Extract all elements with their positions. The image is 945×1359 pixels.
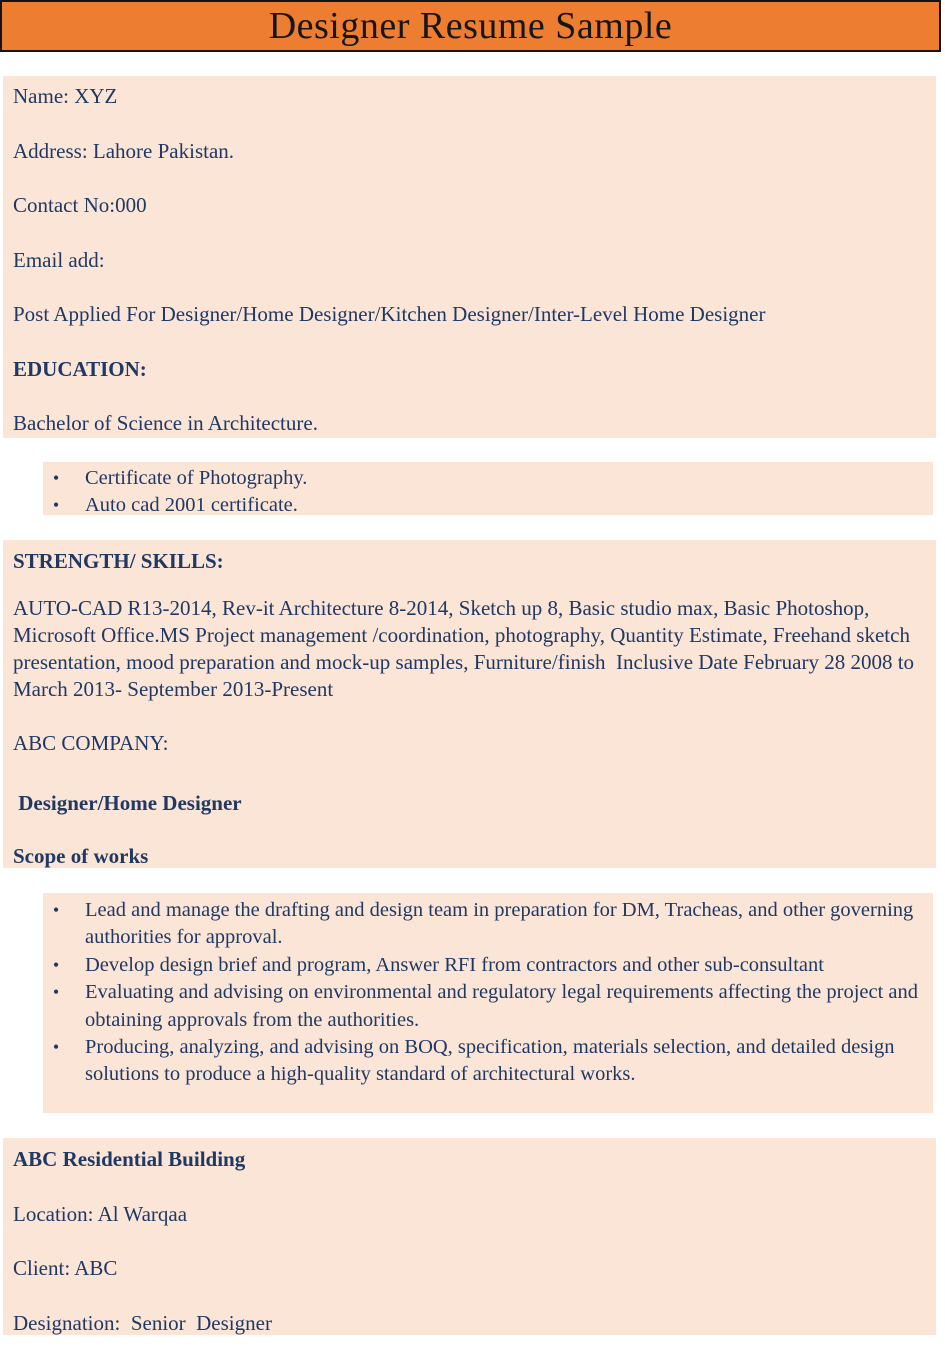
- company-line: ABC COMPANY:: [13, 731, 169, 755]
- scope-item: • Lead and manage the drafting and design team in preparation for DM, Tracheas, and other governing authorities for approval.: [43, 897, 933, 952]
- role-line: Designer/Home Designer: [13, 791, 242, 815]
- project-client-line: Client: ABC: [13, 1256, 118, 1280]
- skills-block: [3, 540, 936, 868]
- education-degree-line: Bachelor of Science in Architecture.: [13, 411, 318, 435]
- scope-item: • Develop design brief and program, Answer RFI from contractors and other sub-consultant: [43, 952, 933, 979]
- email-line: Email add:: [13, 247, 105, 272]
- scope-of-works-list: [43, 897, 933, 1089]
- skills-heading: STRENGTH/ SKILLS:: [13, 549, 224, 573]
- project-name: ABC Residential Building: [13, 1147, 246, 1171]
- contact-info-block: [3, 76, 936, 438]
- project-designation-line: Designation: Senior Designer: [13, 1310, 272, 1335]
- certification-item: • Certificate of Photography.: [43, 465, 933, 492]
- name-line: Name: XYZ: [13, 84, 118, 108]
- certification-item: • Auto cad 2001 certificate.: [43, 492, 933, 519]
- contact-number-line: Contact No:000: [13, 193, 147, 217]
- page-title: Designer Resume Sample: [268, 5, 673, 47]
- project-location-line: Location: Al Warqaa: [13, 1201, 188, 1226]
- education-heading: EDUCATION:: [13, 356, 147, 381]
- certifications-block: [43, 462, 933, 515]
- post-applied-line: Post Applied For Designer/Home Designer/Kitchen Designer/Inter-Level Home Designer: [13, 302, 766, 326]
- scope-item: • Evaluating and advising on environmental and regulatory legal requirements affecting the project and obtaining approvals from the authorities.: [43, 979, 933, 1034]
- scope-item: • Producing, analyzing, and advising on BOQ, specification, materials selection, and detailed design solutions to produce a high-quality standard of architectural works.: [43, 1034, 933, 1089]
- scope-of-works-block: [43, 893, 933, 1113]
- scope-heading: Scope of works: [13, 844, 149, 868]
- title-banner: [0, 0, 941, 52]
- project-block: [3, 1138, 936, 1335]
- address-line: Address: Lahore Pakistan.: [13, 138, 235, 163]
- certifications-list: [43, 465, 933, 518]
- skills-summary: AUTO-CAD R13-2014, Rev-it Architecture 8-2014, Sketch up 8, Basic studio max, Basic Photoshop, Microsoft Office.MS Project management /coordination, photography, Quantity Estimate, Freehand sketch presentation, mood preparation and mock-up samples, Furniture/finish Inclusive Date February 28 2008 to March 2013- September 2013-Present: [13, 596, 920, 701]
